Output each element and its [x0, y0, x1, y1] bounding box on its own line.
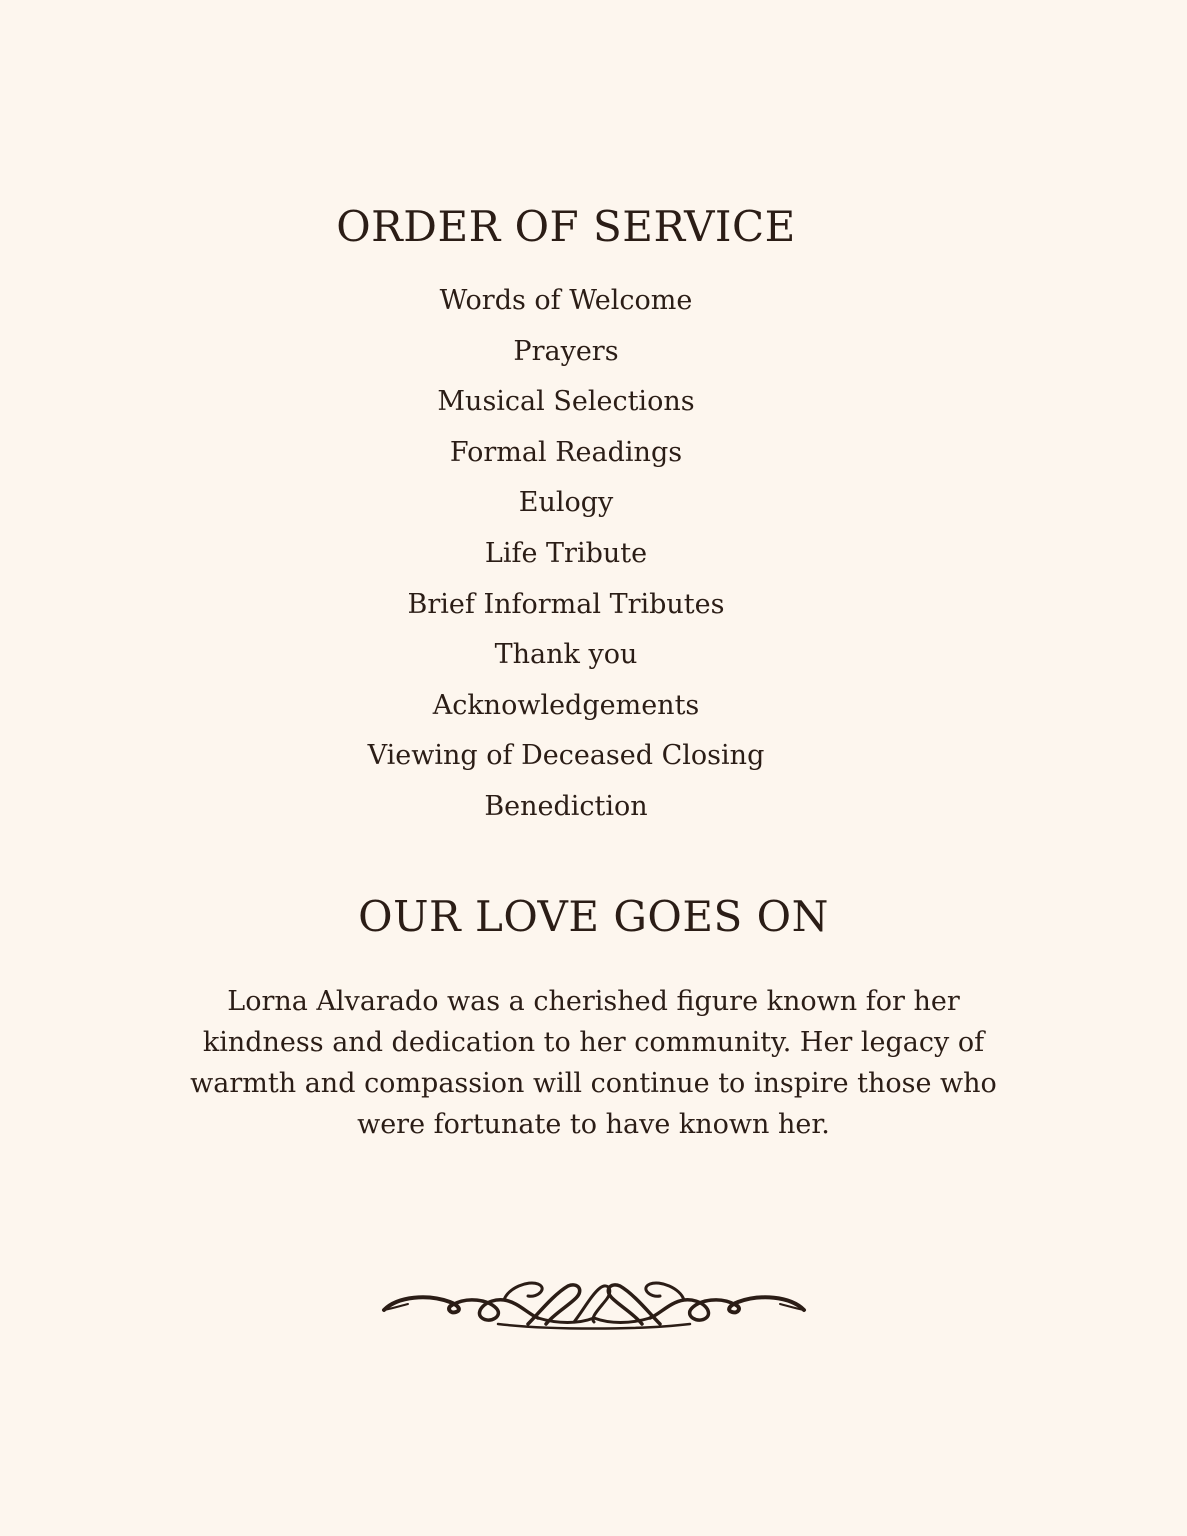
service-item: Eulogy	[518, 487, 614, 519]
service-item: Brief Informal Tributes	[407, 588, 725, 620]
service-item: Life Tribute	[484, 537, 648, 569]
service-item: Formal Readings	[449, 436, 683, 468]
service-item: Acknowledgements	[432, 689, 700, 721]
service-item: Thank you	[494, 639, 638, 671]
flourish-ornament-icon	[378, 1274, 810, 1336]
service-item: Benediction	[484, 790, 648, 822]
tribute-paragraph: Lorna Alvarado was a cherished figure known for her kindness and dedication to her community. Her legacy of warmth and compassion will continue to inspire those who were fortunate to have known her.	[190, 986, 997, 1140]
tribute-heading: OUR LOVE GOES ON	[358, 892, 829, 941]
service-item: Words of Welcome	[439, 285, 693, 316]
service-item: Prayers	[513, 335, 619, 367]
service-item: Musical Selections	[437, 386, 695, 418]
order-of-service-heading: ORDER OF SERVICE	[336, 202, 796, 251]
service-item: Viewing of Deceased Closing	[367, 740, 765, 772]
order-of-service-list	[0, 276, 1132, 833]
